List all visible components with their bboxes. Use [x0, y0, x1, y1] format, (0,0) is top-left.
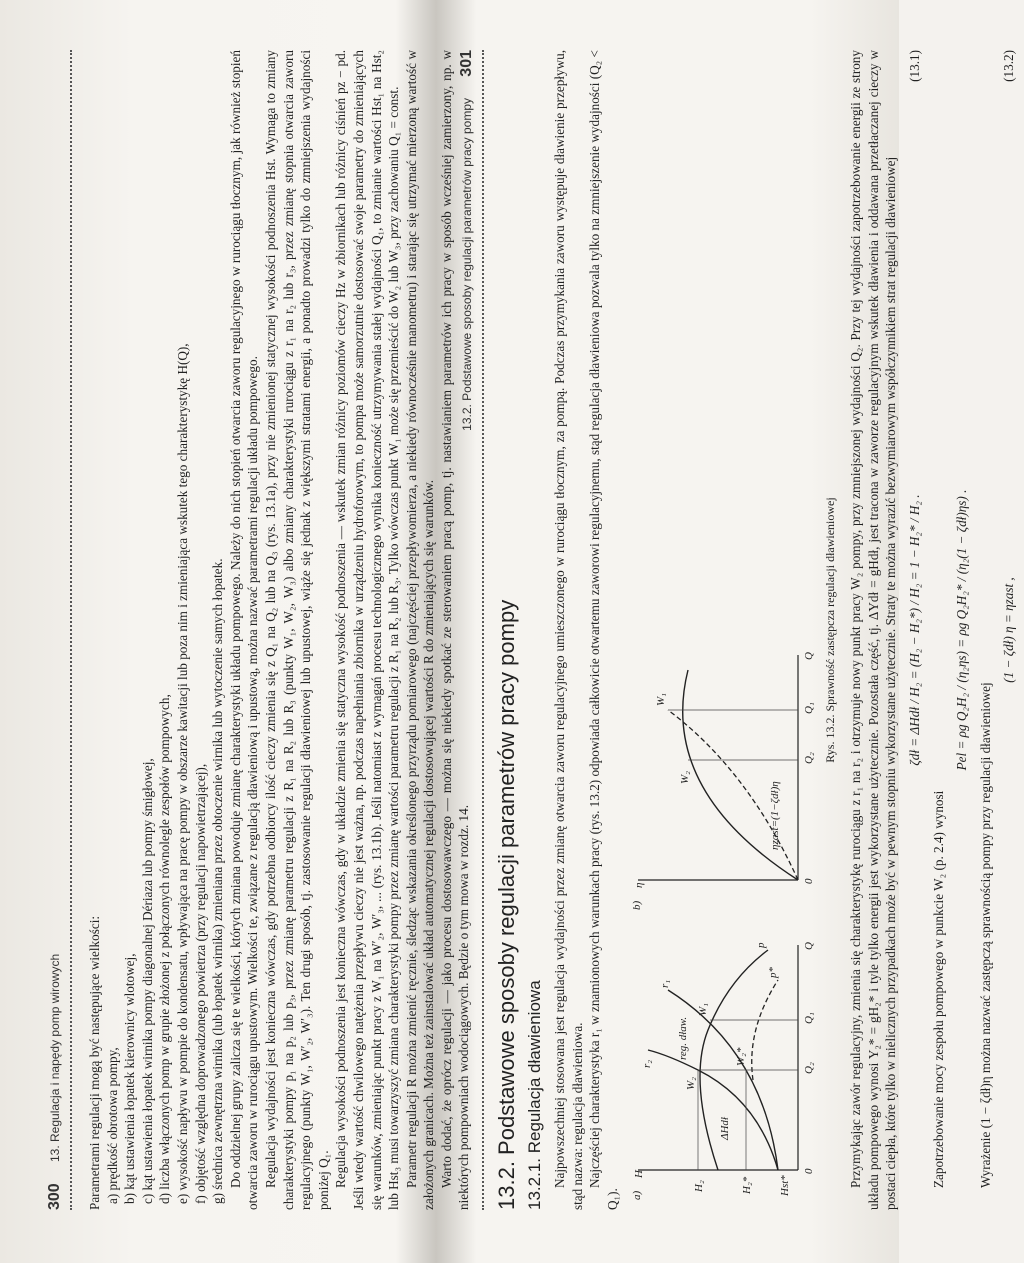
- paragraph: Przymykając zawór regulacyjny, zmienia się charakterystykę rurociągu z r₁ na r₂ i otrzymuje nowy punkt pracy W₂ pompy, przy zmniejszonej wydajności Q₂. Przy tej wydajności zapotrzebowanie energii ze strony układu pompowego wynosi Y₂* = gH₂* i tyle tylko energii jest wykorzystane użytecznie. Pozostała część, tj. ΔYdł = gHdł, jest tracona w zaworze regulacyjnym wskutek dławienia i oddawana przetłaczanej cieczy w postaci ciepła, które tylko w nielicznych przypadkach może być w pewnym stopniu wykorzystane użytecznie. Straty te można wyrazić bezwymiarowym współczynnikiem strat regulacji dławieniowej: [848, 50, 899, 1210]
- list-item: c) kąt ustawienia łopatek wirnika pompy diagonalnej Dériaza lub pompy śmigłowej,: [139, 758, 155, 1204]
- fig-b-w2-label: W₂: [678, 771, 691, 784]
- header-rule: [482, 50, 484, 1210]
- fig-a-reg-label: reg. dław.: [676, 1016, 689, 1060]
- header-rule: [70, 50, 72, 1210]
- fig-a-ps-label: p*: [766, 967, 779, 978]
- paragraph: Wyrażenie (1 − ζdł)η można nazwać zastępczą sprawnością pompy przy regulacji dławieniowej: [977, 682, 993, 1188]
- paragraph: Warto dodać, że oprócz regulacji — jako procesu dostosowawczego — można się niekiedy spotkać ze sterowaniem pracą pomp, tj. nastawianiem parametrów ich pracy w sposób wcześniej zamierzony, np. w niektórych pompowniach wodociągowych. Będzie o tym mowa w rozdz. 14.: [438, 50, 472, 1210]
- right-running-head: [452, 50, 486, 1210]
- paragraph: Regulacja wydajności jest konieczna wówczas, gdy potrzebna odbiorcy ilość cieczy zmienia się z Q₁ na Q₂ lub na Q₃ (rys. 13.1a), przy nie zmienionej statycznej wysokości podnoszenia Hst. Wymaga to zmiany charakterystyki pompy p₁ na p₂ lub p₃, przez zmianę parametru regulacji z R₁ na R₂ lub R₃ (punkty W₁, W₂, W₃) albo zmiany charakterystyki rurociągu z r₁ na r₂ lub r₃, przez zmianę stopnia otwarcia zaworu regulacyjnego (punkty W₁, W′₂, W′₃). Ten drugi sposób, tj. zastosowanie regulacji dławieniowej lub upustowej, wiąże się jednak z większymi stratami energii, a ponadto prowadzi tylko do zmniejszenia wydajności poniżej Q₁.: [262, 50, 331, 1210]
- equation-power: [953, 50, 971, 1210]
- fig-a-h2s-label: H₂*: [740, 1176, 753, 1194]
- paragraph: Najczęściej charakterystyka r₁ w znamionowych warunkach pracy (rys. 13.2) odpowiada całkowicie otwartemu zaworowi regulacyjnemu, stąd regulacja dławieniowa pozwala tylko na zmniejszenie wydajności (Q₂ < Q₁).: [587, 50, 620, 1210]
- paragraph: Najpowszechniej stosowana jest regulacja wydajności przez zmianę otwarcia zaworu regulacyjnego umieszczonego w rurociągu tłocznym, za pompą. Podczas przymykania zaworu występuje dławienie przepływu, stąd nazwa: regulacja dławieniowa.: [552, 50, 585, 1210]
- fig-b-q1-label: Q₁: [802, 702, 815, 714]
- fig-b-q-axis-label: Q: [802, 652, 815, 660]
- fig-a-q1-label: Q₁: [802, 1012, 815, 1024]
- left-page-number: 300: [46, 1183, 63, 1210]
- paragraph: Parametr regulacji R można zmienić ręcznie, śledząc wskazania określonego przyrządu pomiarowego (najczęściej przepływomierza, a niekiedy równocześnie manometru) i starając się utrzymać mierzoną wartość w założonych granicach. Można też zainstalować układ automatycznej regulacji dostosowującej wartości R do zmieniających się warunków.: [403, 50, 437, 1210]
- fig-a-w2s-label: W₂*: [734, 1047, 747, 1066]
- fig-a-hst-label: Hst*: [778, 1175, 791, 1196]
- left-running-head: [40, 50, 74, 1210]
- fig-a-q-axis-label: Q: [802, 942, 815, 950]
- fig-a-h2-label: H₂: [692, 1180, 705, 1192]
- list-item: f) objętość względna doprowadzonego powietrza (przy regulacji napowietrzającej),: [192, 763, 208, 1204]
- fig-a-p-label: p: [754, 942, 767, 948]
- list-item: b) kąt ustawienia łopatek kierownicy wlotowej,: [122, 953, 138, 1204]
- right-section-running-title: 13.2. Podstawowe sposoby regulacji parametrów pracy pompy: [460, 98, 474, 431]
- equation-13-1: [906, 50, 924, 1210]
- fig-a-h-axis-label: H: [632, 1170, 645, 1178]
- fig-a-w2-label: W₂: [684, 1077, 697, 1090]
- fig-a-pump-curve: [700, 950, 768, 1170]
- fig-b-eta-axis-label: η: [632, 882, 645, 888]
- figure-caption: Rys. 13.2. Sprawność zastępcza regulacji dławieniowej: [822, 497, 837, 763]
- left-body-text: [86, 50, 473, 1210]
- fig-b-w1-label: W₁: [654, 693, 667, 706]
- left-chapter-title: 13. Regulacja i napędy pomp wirowych: [48, 953, 62, 1162]
- list-item: e) wysokość napływu w pompie do kondensatu, wpływająca na pracę pompy w obszarze kawitacji lub poza nim i zmieniająca wskutek tego charakterystykę H(Q),: [174, 343, 190, 1204]
- section-heading: 13.2. Podstawowe sposoby regulacji parametrów pracy pompy: [494, 599, 519, 1210]
- fig-b-panel-label: b): [630, 900, 643, 910]
- figure-b-eta-q: [628, 640, 818, 910]
- fig-a-dh-label: ΔHdł: [718, 1117, 731, 1140]
- fig-b-etazast-label: ηzast=(1−ζdł)η: [768, 781, 781, 850]
- list-item: a) prędkość obrotowa pompy,: [104, 1047, 120, 1204]
- paragraph: Do oddzielnej grupy zalicza się te wielkości, których zmiana powoduje zmianę charakterystyki układu pompowego. Należy do nich stopień otwarcia zaworu regulacyjnego w rurociągu tłocznym, jak również stopień otwarcia zaworu w rurociągu upustowym. Wielkości te, związane z regulacją dławieniową i upustową, można nazwać parametrami regulacji układu pompowego.: [227, 50, 261, 1210]
- equation-body: (1 − ζdł) η = ηzast ,: [1001, 577, 1017, 683]
- paragraph: Regulacja wysokości podnoszenia jest konieczna wówczas, gdy w układzie zmienia się statyczna wysokość podnoszenia — wskutek zmian różnicy poziomów cieczy Hz w zbiornikach lub różnicy ciśnień pz − pd. Jeśli wtedy wartość chwilowego natężenia przepływu cieczy nie jest ważna, np. podczas napełniania zbiornika w urządzeniu hydroforowym, to pompa może samorzutnie dostosować swoje parametry do zmieniających się warunków, zmieniając punkt pracy z W₁ na W′₂, W′₃, ... (rys. 13.1b). Jeśli natomiast z wymagań procesu technologicznego wynika konieczność utrzymywania stałej wydajności Q₁, to zmianie wartości Hst₁ na Hst₂ lub Hst₃ musi towarzyszyć zmiana charakterystyki pompy przez zmianę wartości parametru regulacji z R₁ na R₂ lub R₃. Tylko wówczas punkt W₁ może się przemieścić do W₂ lub W₃, przy zachowaniu Q₁ = const.: [333, 50, 402, 1210]
- equation-body: ζdł = ΔHdł / H₂ = (H₂ − H₂*) / H₂ = 1 − H₂* / H₂ .: [906, 494, 922, 766]
- fig-a-w1-label: W₁: [696, 1003, 709, 1016]
- equation-number: (13.1): [906, 50, 922, 82]
- list-item: g) średnica zewnętrzna wirnika (lub łopatek wirnika) zmieniana przez obtoczenie wirnika lub wytoczenie samych łopatek.: [210, 558, 226, 1204]
- fig-b-zero: 0: [802, 878, 815, 884]
- fig-a-pump-curve-star: [751, 980, 777, 1080]
- fig-a-r2-label: r₂: [640, 1059, 653, 1068]
- figure-13-2: [628, 50, 818, 1210]
- intro: Parametrami regulacji mogą być następujące wielkości:: [87, 915, 102, 1210]
- right-body-text: [494, 50, 1024, 1210]
- equation-number: (13.2): [1001, 50, 1017, 82]
- figure-a-h-q: [628, 930, 818, 1200]
- fig-a-zero: 0: [802, 1168, 815, 1174]
- right-page: [452, 50, 1017, 1210]
- equation-body: Pel = ρg Q₂H₂ / (η₂ηs) = ρg Q₂H₂* / (η₂(1 − ζdł)ηs) .: [954, 489, 970, 771]
- equation-13-2: [1000, 50, 1018, 1210]
- fig-a-r1-label: r₁: [658, 979, 671, 988]
- fig-b-q2-label: Q₂: [802, 752, 815, 764]
- paragraph: Zapotrzebowanie mocy zespołu pompowego w punkcie W₂ (p. 2.4) wynosi: [930, 790, 946, 1188]
- fig-a-q2-label: Q₂: [802, 1062, 815, 1074]
- fig-a-panel-label: a): [630, 1190, 643, 1200]
- subsection-heading: 13.2.1. Regulacja dławieniowa: [524, 980, 544, 1210]
- right-page-number: 301: [458, 50, 475, 77]
- list-item: d) liczba włączonych pomp w grupie złożonej z połączonych równolegle zespołów pompowych,: [157, 694, 173, 1204]
